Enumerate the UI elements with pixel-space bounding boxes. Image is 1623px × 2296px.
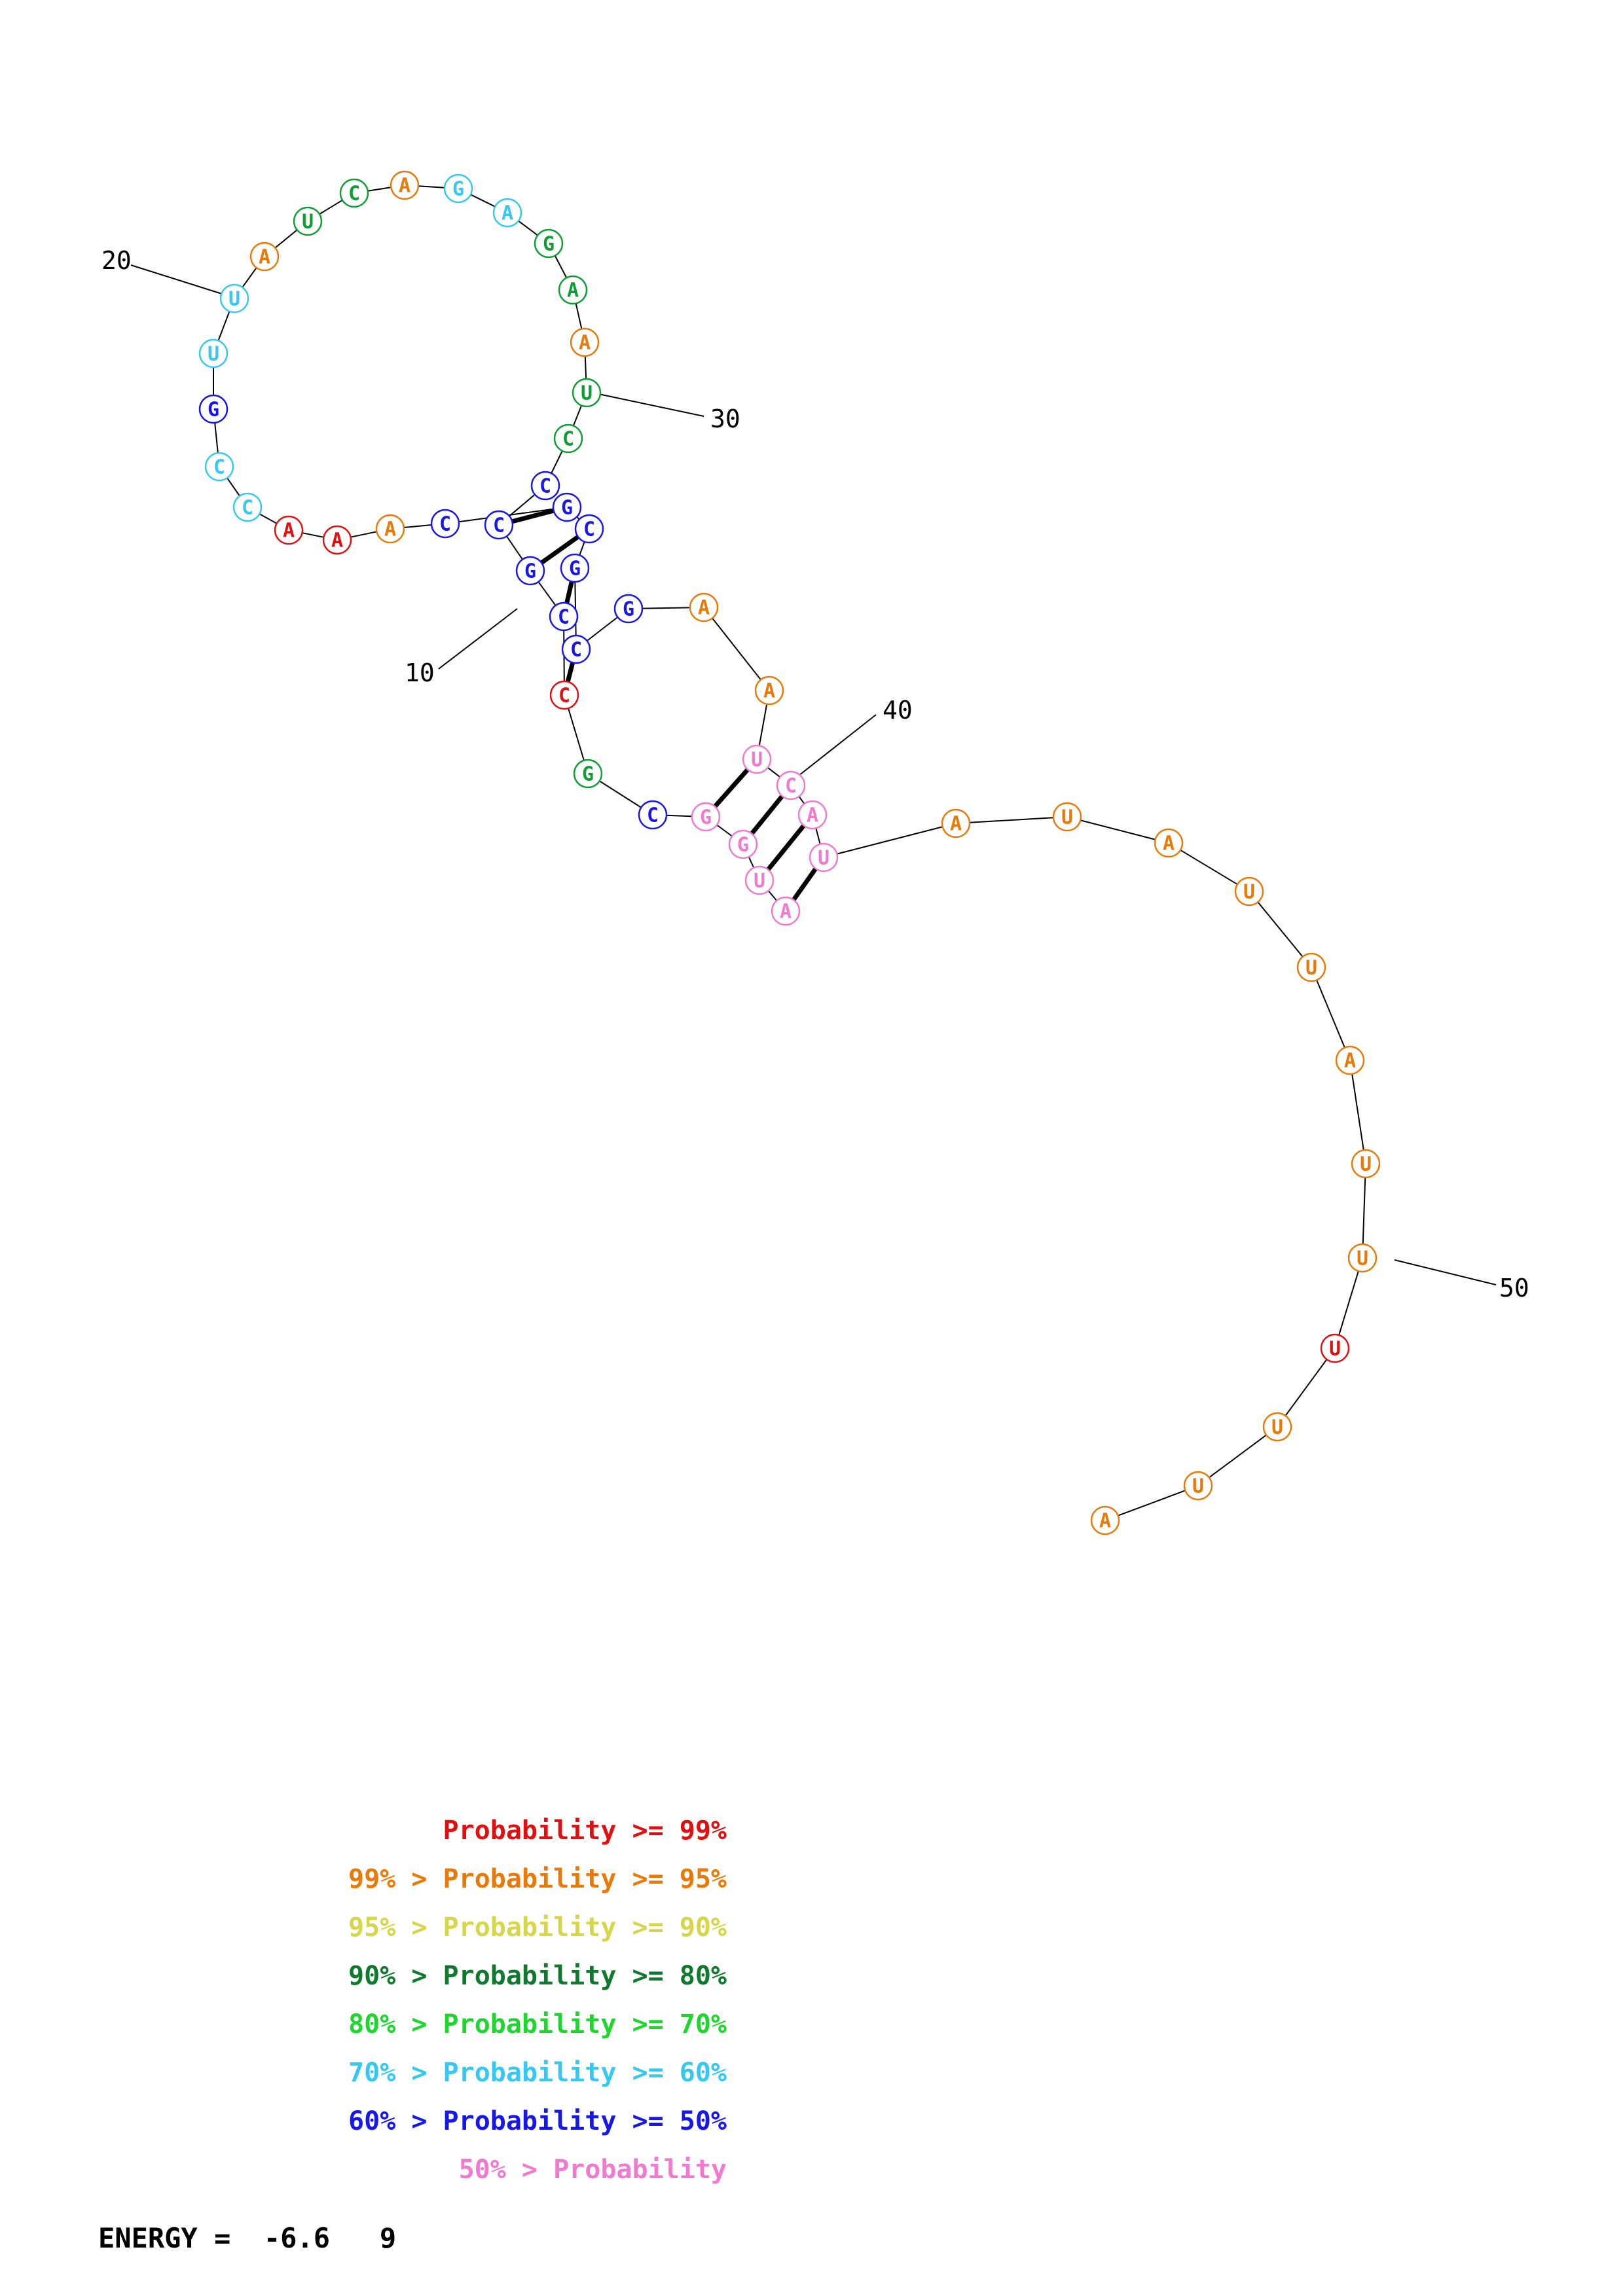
backbone-line [574,405,581,425]
backbone-line [551,451,562,473]
nucleotide-letter: U [750,748,763,772]
nucleotide-8-U [200,340,227,367]
backbone-line [769,891,777,901]
backbone-line [717,825,732,836]
position-leader-lines [131,265,1496,1285]
nucleotide-5-C [234,493,261,521]
backbone-line [576,303,582,329]
nucleotide-letter: A [806,804,819,827]
nucleotide-letter: A [384,518,397,541]
nucleotide-letter: U [1356,1247,1369,1270]
backbone-line [970,817,1053,823]
nucleotide-letter: U [1328,1337,1341,1361]
backbone-line [351,531,377,537]
nucleotide-13-A [391,171,418,199]
position-leader-line [799,715,876,776]
nucleotide-6-C [206,453,233,480]
nucleotide-20-C [555,425,582,452]
nucleotide-letter: C [558,684,571,708]
nucleotide-36-A [756,677,783,704]
nucleotide-letter: G [542,232,555,256]
nucleotide-letter: U [228,287,241,311]
nucleotide-29-G [729,831,757,858]
backbone-line [712,618,761,679]
backbone-line [227,478,240,495]
nucleotide-39-C [562,636,590,663]
nucleotide-letter: C [439,512,452,536]
nucleotide-letter: A [258,245,271,269]
probability-legend [98,1806,727,2194]
nucleotide-letter: C [241,496,254,520]
backbone-line [1352,1074,1364,1150]
legend-row: 90% > Probability >= 80% [348,1961,727,1991]
legend-row: 80% > Probability >= 70% [348,2009,727,2039]
nucleotide-letter: C [492,514,505,537]
backbone-line [319,200,342,214]
backbone-line [259,514,276,524]
nucleotide-43-A [942,810,970,837]
backbone-line [587,617,618,641]
position-label-40: 40 [883,696,913,725]
nucleotide-30-U [746,867,773,894]
nucleotide-letter: G [207,398,220,422]
backbone-line [568,708,584,761]
nucleotide-letter: A [1343,1049,1357,1073]
nucleotide-letter: U [207,342,220,366]
nucleotide-2-A [376,515,404,543]
nucleotide-letter: A [1162,832,1175,855]
nucleotide-letter: A [1099,1509,1112,1533]
backbone-line [507,536,522,559]
nucleotide-letter: G [560,496,574,520]
nucleotide-letter: C [583,518,596,541]
nucleotide-letter: U [1243,880,1256,904]
backbone-line [759,704,767,746]
position-leader-line [439,609,517,669]
nucleotide-letter: C [562,427,575,451]
backbone-line [418,186,445,187]
position-label-50: 50 [1499,1274,1529,1302]
nucleotide-letter: G [524,560,537,583]
nucleotide-letter: U [580,382,593,405]
backbone-line [275,230,297,247]
nucleotide-letter: U [753,869,766,893]
nucleotide-9-U [221,285,248,312]
legend-row: 99% > Probability >= 95% [348,1864,727,1894]
nucleotide-16-G [535,230,562,257]
nucleotide-letter: U [1192,1475,1205,1498]
backbone-line [538,582,555,605]
nucleotide-51-U [1321,1335,1349,1362]
nucleotide-letter: C [213,456,226,479]
nucleotide-letter: A [282,519,295,543]
nucleotide-17-A [559,276,587,304]
nucleotide-34-C [777,772,805,799]
backbone-line [749,857,754,868]
legend-row: Probability >= 99% [443,1816,727,1846]
nucleotide-letter: A [566,279,579,302]
position-leader-line [593,393,704,416]
nucleotide-1-C [431,510,459,537]
backbone-line [555,256,567,278]
nucleotide-41-C [575,515,603,543]
base-pair-line [568,662,573,681]
nucleotide-letter: U [301,210,314,234]
nucleotide-32-U [810,844,837,871]
nucleotide-44-U [1053,803,1081,831]
nucleotide-letter: C [570,638,583,662]
backbone-line [768,768,780,777]
nucleotide-47-U [1298,954,1325,981]
backbone-line [218,312,229,341]
nucleotide-35-U [743,745,771,773]
nucleotide-letter: A [331,529,344,552]
nucleotide-42-G [553,493,581,521]
nucleotide-53-U [1184,1472,1212,1499]
backbone-line [837,827,942,854]
nucleotide-21-C [532,472,559,499]
nucleotide-letter: C [784,774,797,798]
nucleotide-15-A [494,199,521,226]
base-pair-line [715,770,748,807]
backbone-line [368,187,392,191]
nucleotide-letter: C [646,804,659,827]
backbone-line [579,542,585,556]
nucleotide-7-G [200,395,227,423]
backbone-line [1118,1490,1186,1515]
backbone-line [799,797,804,804]
nucleotide-letter: C [348,182,361,206]
nucleotide-3-A [323,526,351,554]
nucleotide-45-A [1155,829,1182,857]
base-pair-line [768,825,804,869]
backbone-line [519,221,538,236]
backbone-line [1258,902,1302,957]
nucleotide-19-U [573,379,600,406]
legend-row: 70% > Probability >= 60% [348,2058,727,2088]
nucleotide-50-U [1349,1244,1376,1272]
nucleotide-letter: A [779,900,792,924]
nucleotide-48-A [1336,1047,1364,1074]
position-label-10: 10 [405,658,435,687]
backbone-line [242,268,256,287]
nucleotide-letter: G [568,557,581,581]
nucleotide-33-A [799,801,826,829]
backbone-line [302,533,324,537]
backbone-line [1339,1271,1359,1335]
backbone-line [600,781,642,807]
nucleotide-letter: U [1061,806,1074,829]
position-label-30: 30 [710,404,740,433]
nucleotide-letter: A [697,596,710,620]
nucleotide-letter: G [737,833,750,857]
backbone-line [1080,820,1155,840]
backbone-line [1285,1359,1326,1416]
nucleotide-letter: G [699,806,712,829]
backbone-line [1363,1177,1366,1244]
backbone-line [642,607,690,608]
nucleotide-letter: U [1305,956,1318,980]
position-labels [101,246,1529,1302]
nucleotide-letter: G [622,598,635,621]
backbone-line [215,423,218,453]
nucleotide-26-G [574,760,602,787]
nucleotide-letter: U [817,846,830,870]
position-label-20: 20 [101,246,132,275]
nucleotide-letter: A [949,812,962,836]
nucleotide-letter: A [501,202,514,225]
legend-row: 60% > Probability >= 50% [348,2106,727,2136]
backbone-lines [213,186,1365,1515]
nucleotide-letter: G [581,762,594,786]
base-pair-line [752,796,782,833]
nucleotide-letter: U [1359,1153,1372,1176]
energy-label: ENERGY = -6.6 9 [98,2222,397,2254]
nucleotide-54-A [1091,1507,1119,1534]
nucleotide-24-C [550,603,577,630]
nucleotide-10-A [251,243,278,270]
nucleotide-25-C [551,681,578,709]
nucleotide-37-A [690,594,718,621]
legend-row: 50% > Probability [458,2155,727,2185]
nucleotide-14-G [445,175,472,202]
nucleotide-4-A [275,516,302,544]
base-nodes [200,171,1379,1534]
nucleotide-letter: G [452,177,465,201]
nucleotide-letter: A [398,174,411,198]
nucleotide-52-U [1264,1413,1291,1441]
nucleotide-28-G [692,803,720,831]
nucleotide-22-C [485,511,513,539]
nucleotide-40-G [561,554,589,582]
nucleotide-38-G [615,595,642,622]
nucleotide-12-C [340,179,368,207]
nucleotide-letter: A [578,331,591,355]
backbone-line [404,525,431,528]
position-leader-line [131,265,234,298]
nucleotide-23-G [517,557,544,584]
backbone-line [585,356,586,379]
backbone-line [1317,980,1345,1047]
nucleotide-letter: C [539,475,552,498]
nucleotide-27-C [639,801,666,829]
base-pair-line [567,581,572,603]
legend-row: 95% > Probability >= 90% [348,1912,727,1943]
backbone-line [816,828,820,844]
nucleotide-46-U [1235,878,1263,905]
backbone-line [1180,850,1237,884]
nucleotide-49-U [1352,1150,1379,1177]
nucleotide-11-U [294,207,321,235]
position-leader-line [1395,1260,1496,1285]
nucleotide-18-A [571,329,598,356]
nucleotide-letter: U [1271,1416,1284,1439]
nucleotide-letter: C [557,605,570,629]
nucleotide-31-A [772,897,799,925]
backbone-line [471,194,495,206]
backbone-line [1209,1435,1266,1478]
nucleotide-letter: A [763,679,776,703]
base-pair-line [793,869,816,900]
